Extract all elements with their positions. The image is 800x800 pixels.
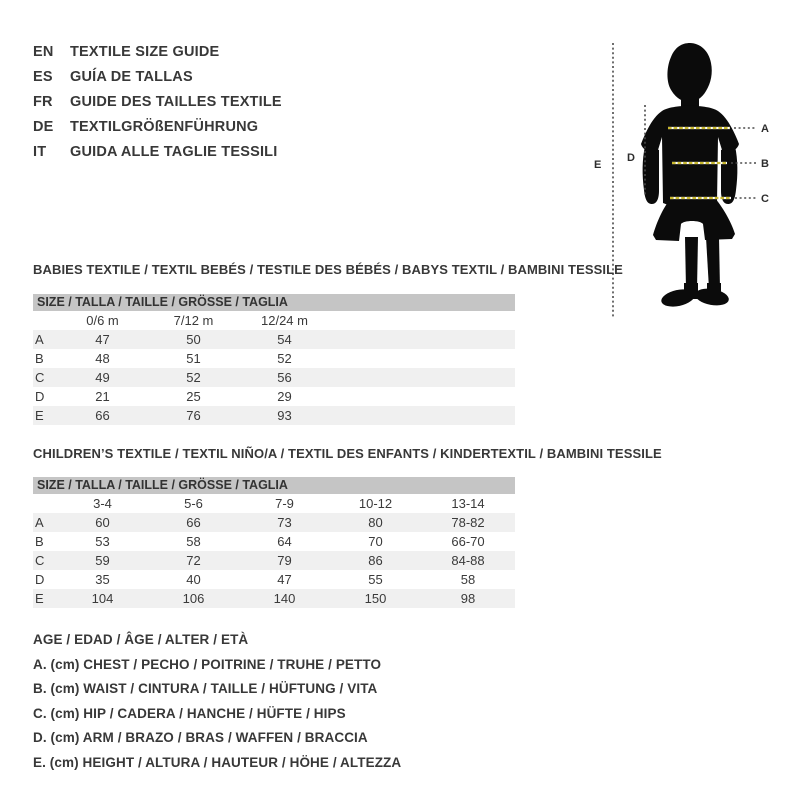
cell: 72 <box>186 553 201 568</box>
row-label: A <box>35 332 44 347</box>
cell: 58 <box>186 534 201 549</box>
cell: 50 <box>186 332 201 347</box>
table-row <box>33 406 515 425</box>
table-row <box>33 330 515 349</box>
language-row-es <box>33 65 282 90</box>
babies-size-header-bar: SIZE / TALLA / TAILLE / GRÖSSE / TAGLIA <box>33 294 515 311</box>
cell: 25 <box>186 389 201 404</box>
language-code: FR <box>33 94 53 110</box>
table-row <box>33 551 515 570</box>
cell: 55 <box>368 572 383 587</box>
cell: 79 <box>277 553 292 568</box>
legend-line-hip: C. (cm) HIP / CADERA / HANCHE / HÜFTE / HIPS <box>33 705 346 721</box>
filler-cell <box>330 368 515 387</box>
table-row <box>33 532 515 551</box>
cell: 76 <box>186 408 201 423</box>
language-title: GUIDE DES TAILLES TEXTILE <box>70 94 282 110</box>
table-row <box>33 589 515 608</box>
measure-label-b: B <box>761 158 769 170</box>
column-header: 7-9 <box>275 496 294 511</box>
cell: 104 <box>91 591 114 606</box>
column-header: 5-6 <box>184 496 203 511</box>
filler-cell <box>330 349 515 368</box>
column-header: 7/12 m <box>173 313 214 328</box>
cell: 60 <box>95 515 110 530</box>
cell: 73 <box>277 515 292 530</box>
legend-line-waist: B. (cm) WAIST / CINTURA / TAILLE / HÜFTUNG / VITA <box>33 681 378 696</box>
corner-cell <box>33 494 57 513</box>
language-code: ES <box>33 69 53 85</box>
language-row-fr <box>33 90 282 115</box>
corner-cell <box>33 311 57 330</box>
row-label: B <box>35 351 44 366</box>
language-title-list <box>33 40 282 165</box>
legend-line-age: AGE / EDAD / ÂGE / ALTER / ETÀ <box>33 632 249 647</box>
cell: 93 <box>277 408 292 423</box>
cell: 106 <box>182 591 205 606</box>
cell: 47 <box>277 572 292 587</box>
cell: 80 <box>368 515 383 530</box>
column-header: 3-4 <box>93 496 112 511</box>
language-code: EN <box>33 44 54 60</box>
cell: 35 <box>95 572 110 587</box>
filler-cell <box>330 330 515 349</box>
cell: 78-82 <box>451 515 485 530</box>
cell: 29 <box>277 389 292 404</box>
language-title: GUÍA DE TALLAS <box>70 69 193 85</box>
cell: 51 <box>186 351 201 366</box>
cell: 86 <box>368 553 383 568</box>
cell: 98 <box>460 591 476 606</box>
babies-section-title: BABIES TEXTILE / TEXTIL BEBÉS / TESTILE DES BÉBÉS / BABYS TEXTIL / BAMBINI TESSILE <box>33 262 623 277</box>
legend-line-arm: D. (cm) ARM / BRAZO / BRAS / WAFFEN / BRACCIA <box>33 730 368 745</box>
child-silhouette-icon <box>590 25 780 325</box>
cell: 47 <box>95 332 110 347</box>
children-size-table <box>33 494 515 608</box>
column-header: 13-14 <box>451 496 485 511</box>
cell: 150 <box>364 591 387 606</box>
cell: 40 <box>186 572 201 587</box>
row-label: D <box>35 389 45 404</box>
cell: 21 <box>95 389 110 404</box>
cell: 54 <box>277 332 292 347</box>
cell: 66 <box>95 408 110 423</box>
cell: 52 <box>277 351 292 366</box>
row-label: C <box>35 370 45 385</box>
children-column-header-row <box>33 494 515 513</box>
filler-cell <box>330 406 515 425</box>
cell: 52 <box>186 370 201 385</box>
language-row-de <box>33 115 282 140</box>
measure-label-e: E <box>594 159 602 171</box>
cell: 49 <box>95 370 110 385</box>
cell: 66-70 <box>451 534 485 549</box>
column-header: 0/6 m <box>86 313 119 328</box>
row-label: E <box>35 408 44 423</box>
cell: 48 <box>95 351 110 366</box>
measure-label-d: D <box>627 152 635 164</box>
babies-column-header-row <box>33 311 515 330</box>
children-size-header-bar: SIZE / TALLA / TAILLE / GRÖSSE / TAGLIA <box>33 477 515 494</box>
filler-cell <box>330 311 515 330</box>
table-row <box>33 349 515 368</box>
column-header: 12/24 m <box>261 313 308 328</box>
row-label: B <box>35 534 44 549</box>
table-row <box>33 368 515 387</box>
legend-line-height: E. (cm) HEIGHT / ALTURA / HAUTEUR / HÖHE / ALTEZZA <box>33 754 402 770</box>
cell: 84-88 <box>451 553 485 568</box>
cell: 70 <box>368 534 383 549</box>
row-label: E <box>35 591 44 606</box>
filler-cell <box>330 387 515 406</box>
language-row-it <box>33 140 282 165</box>
language-code: IT <box>33 144 47 160</box>
language-title: GUIDA ALLE TAGLIE TESSILI <box>70 144 278 160</box>
row-label: D <box>35 572 45 587</box>
cell: 53 <box>95 534 110 549</box>
column-header: 10-12 <box>358 496 393 511</box>
cell: 140 <box>273 591 296 606</box>
legend-line-chest: A. (cm) CHEST / PECHO / POITRINE / TRUHE / PETTO <box>33 656 382 672</box>
table-row <box>33 513 515 532</box>
children-section-title: CHILDREN’S TEXTILE / TEXTIL NIÑO/A / TEXTIL DES ENFANTS / KINDERTEXTIL / BAMBINI TESSILE <box>33 446 662 461</box>
cell: 66 <box>186 515 201 530</box>
language-row-en <box>33 40 282 65</box>
language-code: DE <box>33 119 54 135</box>
cell: 59 <box>95 553 110 568</box>
babies-size-table <box>33 311 515 425</box>
cell: 64 <box>277 534 292 549</box>
measure-label-a: A <box>761 123 769 135</box>
table-row <box>33 387 515 406</box>
measurement-legend <box>33 628 401 775</box>
cell: 56 <box>277 370 292 385</box>
measurement-figure <box>590 25 780 325</box>
table-row <box>33 570 515 589</box>
row-label: A <box>35 515 44 530</box>
language-title: TEXTILGRÖßENFÜHRUNG <box>70 119 259 135</box>
cell: 58 <box>460 572 476 587</box>
measure-label-c: C <box>761 193 769 205</box>
row-label: C <box>35 553 45 568</box>
language-title: TEXTILE SIZE GUIDE <box>70 44 220 60</box>
